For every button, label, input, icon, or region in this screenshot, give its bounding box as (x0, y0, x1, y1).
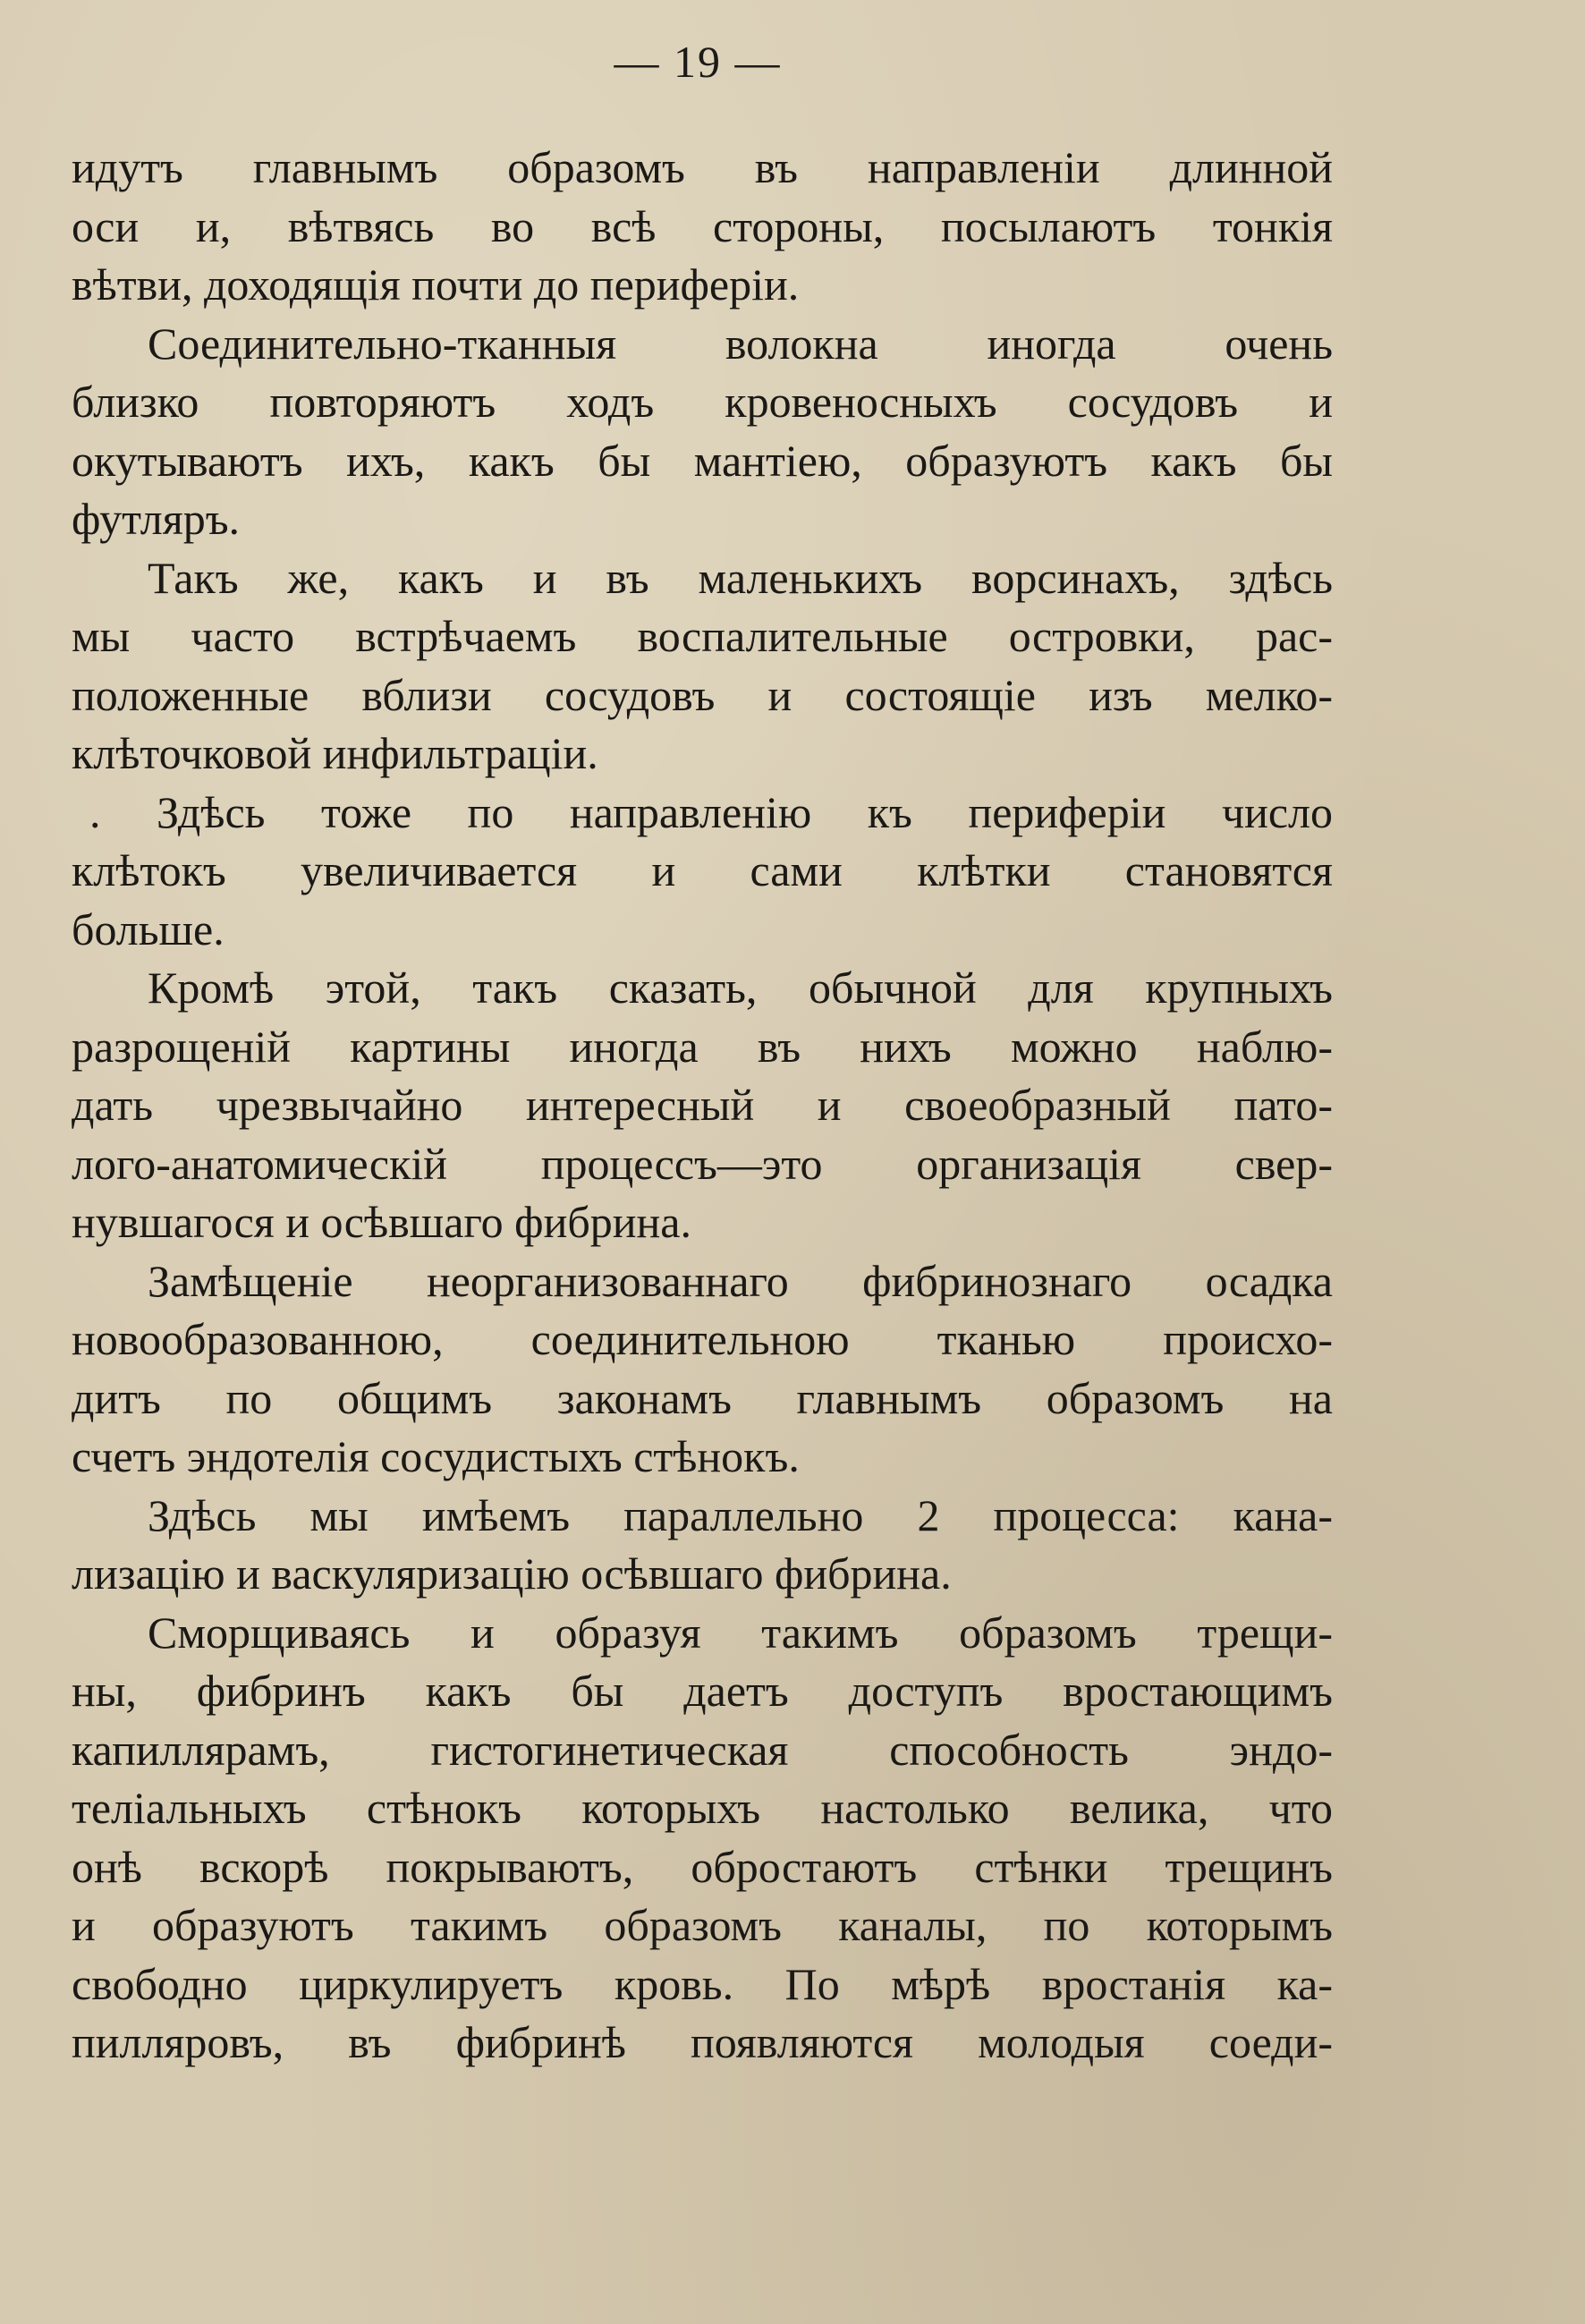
text-line: Кромѣ этой, такъ сказать, обычной для крупныхъ (148, 963, 1333, 1013)
text-line: футляръ. (72, 494, 241, 544)
text-line: вѣтви, доходящія почти до периферіи. (72, 259, 800, 310)
paragraph-6 (72, 1252, 1333, 1487)
text-line: и образуютъ такимъ образомъ каналы, по которымъ (72, 1900, 1333, 1950)
text-line: клѣтокъ увеличивается и сами клѣтки становятся (72, 845, 1333, 895)
paragraph-5 (72, 959, 1333, 1252)
text-line: лизацію и васкуляризацію осѣвшаго фибрина. (72, 1548, 952, 1599)
text-line: онѣ вскорѣ покрываютъ, обростаютъ стѣнки трещинъ (72, 1841, 1333, 1892)
text-line: Замѣщеніе неорганизованнаго фибринознаго осадка (148, 1255, 1333, 1306)
text-line: новообразованною, соединительною тканью происхо- (72, 1314, 1333, 1364)
text-line: оси и, вѣтвясь во всѣ стороны, посылаютъ тонкія (72, 200, 1333, 251)
text-line: положенные вблизи сосудовъ и состоящіе изъ мелко- (72, 669, 1333, 720)
text-line: окутываютъ ихъ, какъ бы мантіею, образуютъ какъ бы (72, 435, 1333, 486)
paragraph-8 (72, 1604, 1333, 2073)
text-line: Соединительно-тканныя волокна иногда очень (148, 318, 1333, 369)
text-line: счетъ эндотелія сосудистыхъ стѣнокъ. (72, 1431, 800, 1481)
text-line: Здѣсь мы имѣемъ параллельно 2 процесса: кана- (148, 1489, 1333, 1540)
paragraph-2 (72, 315, 1333, 549)
text-line: больше. (72, 903, 225, 954)
text-line: разрощеній картины иногда въ нихъ можно наблю- (72, 1021, 1333, 1072)
text-line: лого-анатомическій процессъ—это организація свер- (72, 1138, 1333, 1189)
text-line: идутъ главнымъ образомъ въ направленіи длинной (72, 142, 1333, 192)
text-line: близко повторяютъ ходъ кровеносныхъ сосудовъ и (72, 377, 1333, 427)
page-number: — 19 — (614, 37, 782, 87)
paragraph-7 (72, 1487, 1333, 1604)
text-line: дать чрезвычайно интересный и своеобразный пато- (72, 1080, 1333, 1130)
text-line: . Здѣсь тоже по направленію къ периферіи число (89, 786, 1333, 837)
text-line: капиллярамъ, гистогинетическая способность эндо- (72, 1724, 1333, 1775)
text-line: теліальныхъ стѣнокъ которыхъ настолько велика, что (72, 1783, 1333, 1833)
text-line: клѣточковой инфильтраціи. (72, 728, 598, 778)
text-line: нувшагося и осѣвшаго фибрина. (72, 1197, 691, 1247)
text-line: пилляровъ, въ фибринѣ появляются молодыя соеди- (72, 2017, 1333, 2067)
text-line: Сморщиваясь и образуя такимъ образомъ трещи- (148, 1607, 1333, 1658)
paragraph-3 (72, 549, 1333, 784)
paragraph-4 (72, 784, 1333, 960)
text-line: мы часто встрѣчаемъ воспалительные островки, рас- (72, 611, 1333, 661)
body-text (72, 139, 1333, 2073)
text-line: свободно циркулируетъ кровь. По мѣрѣ вростанія ка- (72, 1958, 1333, 2009)
text-line: ны, фибринъ какъ бы даетъ доступъ вростающимъ (72, 1666, 1333, 1716)
text-line: дитъ по общимъ законамъ главнымъ образомъ на (72, 1372, 1333, 1423)
paragraph-1 (72, 139, 1333, 315)
text-line: Такъ же, какъ и въ маленькихъ ворсинахъ, здѣсь (148, 552, 1333, 603)
